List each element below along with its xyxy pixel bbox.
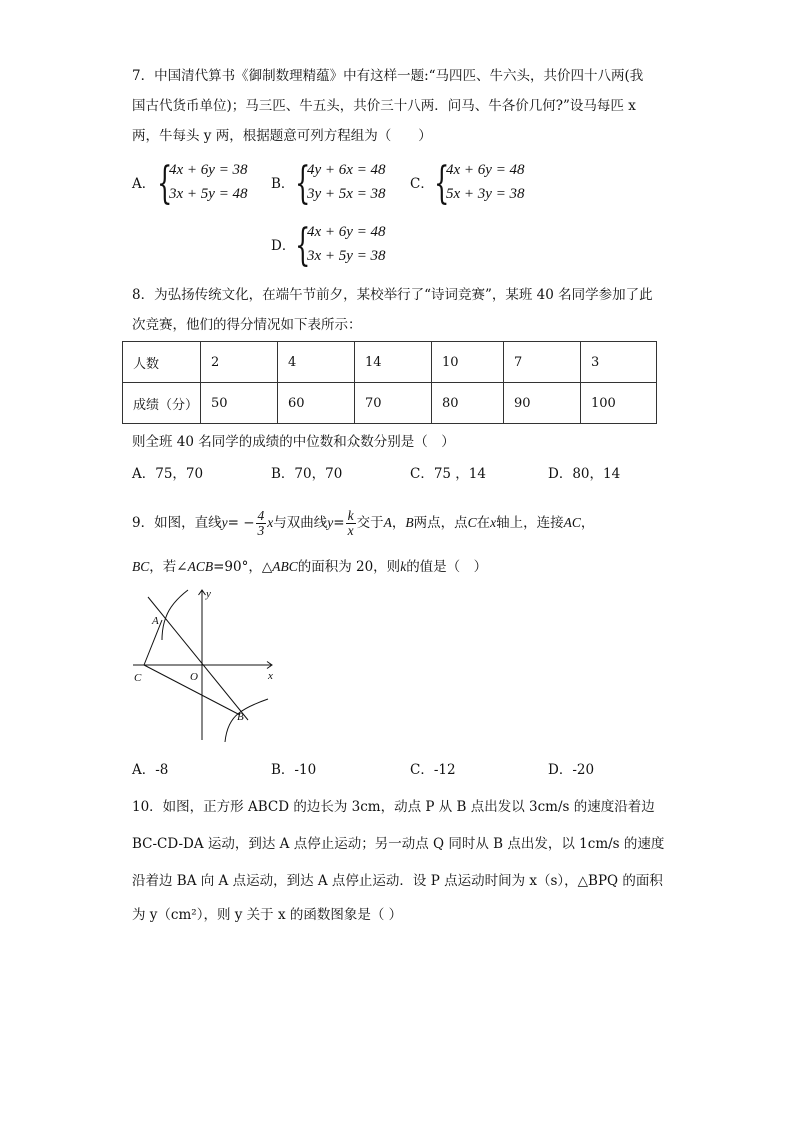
table-cell: 成绩（分） <box>123 383 201 424</box>
q9-text: ，若∠ <box>149 559 188 575</box>
q10-text-line4: 为 y（cm²），则 y 关于 x 的函数图象是（ ） <box>132 907 403 923</box>
hyperbola-lower-branch <box>225 699 268 742</box>
q7-option-a-eq2: 3x + 5y = 48 <box>169 186 248 202</box>
fig-label-a: A <box>152 615 159 627</box>
q7-option-a-label[interactable]: A． <box>132 176 156 192</box>
fig-label-y: y <box>206 588 211 600</box>
q9-figure <box>128 585 278 745</box>
q9-math: y <box>221 515 228 530</box>
q9-text: 交于 <box>356 515 384 531</box>
q9-math: = − <box>227 515 255 531</box>
brace-icon: { <box>295 158 311 209</box>
table-cell: 80 <box>432 383 504 424</box>
q10-text-line2: BC-CD-DA 运动，到达 A 点停止运动；另一动点 Q 同时从 B 点出发，以 1cm/s 的速度 <box>132 836 665 852</box>
q9-option-c[interactable]: C．-12 <box>410 762 456 778</box>
table-cell: 100 <box>581 383 657 424</box>
q7-option-b-label[interactable]: B． <box>271 176 295 192</box>
q9-text: 与双曲线 <box>273 515 328 531</box>
q9-math: = <box>333 515 345 531</box>
table-cell: 70 <box>355 383 432 424</box>
q7-option-d-eq2: 3x + 5y = 38 <box>307 248 386 264</box>
brace-icon: { <box>434 158 450 209</box>
fraction-denominator: x <box>347 523 354 538</box>
q8-option-a[interactable]: A．75，70 <box>132 466 204 482</box>
q10-text-line3: 沿着边 BA 向 A 点运动，到达 A 点停止运动．设 P 点运动时间为 x（s），△BPQ 的面积 <box>132 873 663 889</box>
q9-math: BC <box>132 559 150 574</box>
q7-option-c-eq2: 5x + 3y = 38 <box>446 186 525 202</box>
q8-option-c[interactable]: C．75 ，14 <box>410 466 486 482</box>
q7-option-a-eq1: 4x + 6y = 38 <box>169 162 248 178</box>
q7-option-d-eq1: 4x + 6y = 48 <box>307 224 386 240</box>
q8-question: 则全班 40 名同学的成绩的中位数和众数分别是（ ） <box>132 434 455 450</box>
q9-math: A <box>383 515 392 530</box>
table-row <box>123 342 657 383</box>
q9-text: 轴上，连接 <box>496 515 564 531</box>
q9-math: ACB <box>187 559 214 574</box>
q9-math: C <box>467 515 477 530</box>
table-cell: 7 <box>504 342 581 383</box>
q9-text: 两点，点 <box>413 515 468 531</box>
q9-fraction-k-x <box>346 509 356 538</box>
fig-label-x: x <box>268 670 273 682</box>
q9-option-a[interactable]: A．-8 <box>132 762 169 778</box>
q9-fraction-4-3 <box>256 509 267 538</box>
q9-option-d[interactable]: D．-20 <box>548 762 595 778</box>
q7-text-line3: 两，牛每头 y 两，根据题意可列方程组为（ ） <box>132 128 432 144</box>
q9-text-line1 <box>132 508 594 538</box>
table-cell: 4 <box>278 342 355 383</box>
q7-option-b-eq2: 3y + 5x = 38 <box>307 186 386 202</box>
scores-table <box>122 341 657 424</box>
q9-math: ABC <box>272 559 298 574</box>
table-cell: 60 <box>278 383 355 424</box>
q9-text: ， <box>580 515 595 531</box>
q9-math: AC <box>563 515 581 530</box>
fraction-numerator: 4 <box>257 508 265 523</box>
table-cell: 人数 <box>123 342 201 383</box>
fig-label-b: B <box>237 711 244 723</box>
q9-math: y <box>327 515 334 530</box>
q8-text-line2: 次竞赛，他们的得分情况如下表所示： <box>132 317 362 333</box>
brace-icon: { <box>157 158 173 209</box>
q9-math: x <box>267 515 274 530</box>
q9-math: k <box>400 559 407 574</box>
q10-text-line1: 10．如图，正方形 ABCD 的边长为 3cm，动点 P 从 B 点出发以 3cm/s 的速度沿着边 <box>132 799 655 815</box>
table-row <box>123 383 657 424</box>
q8-option-d[interactable]: D．80，14 <box>548 466 621 482</box>
fraction-denominator: 3 <box>257 523 265 538</box>
table-cell: 50 <box>201 383 278 424</box>
q9-option-b[interactable]: B．-10 <box>271 762 317 778</box>
q7-text-line2: 国古代货币单位)；马三匹、牛五头，共价三十八两．问马、牛各价几何?”设马每匹 x <box>132 98 636 114</box>
q9-math: B <box>405 515 414 530</box>
q9-text: 的值是（ ） <box>406 559 488 575</box>
brace-icon: { <box>295 220 311 271</box>
table-cell: 3 <box>581 342 657 383</box>
q9-text-line2 <box>132 557 487 577</box>
q8-option-b[interactable]: B．70，70 <box>271 466 343 482</box>
fig-label-o: O <box>190 671 198 683</box>
table-cell: 2 <box>201 342 278 383</box>
q7-option-d-label[interactable]: D． <box>271 238 296 254</box>
q9-math: x <box>490 515 497 530</box>
q9-text: 的面积为 20，则 <box>297 559 401 575</box>
q7-option-c-eq1: 4x + 6y = 48 <box>446 162 525 178</box>
fraction-numerator: k <box>347 508 354 523</box>
q8-text-line1: 8．为弘扬传统文化，在端午节前夕，某校举行了“诗词竞赛”，某班 40 名同学参加了此 <box>132 287 653 303</box>
q9-text: =90°，△ <box>213 559 273 575</box>
fig-label-c: C <box>134 672 142 684</box>
hyperbola-upper-branch <box>162 590 188 640</box>
q9-text: 9．如图，直线 <box>132 515 222 531</box>
table-cell: 14 <box>355 342 432 383</box>
q9-text: 在 <box>476 515 491 531</box>
q9-text: ， <box>391 515 406 531</box>
line-ab <box>148 597 248 720</box>
q7-text-line1: 7．中国清代算书《御制数理精蕴》中有这样一题:“马四匹、牛六头，共价四十八两(我 <box>132 68 644 84</box>
q7-option-c-label[interactable]: C． <box>410 176 434 192</box>
q7-option-b-eq1: 4y + 6x = 48 <box>307 162 386 178</box>
table-cell: 90 <box>504 383 581 424</box>
table-cell: 10 <box>432 342 504 383</box>
